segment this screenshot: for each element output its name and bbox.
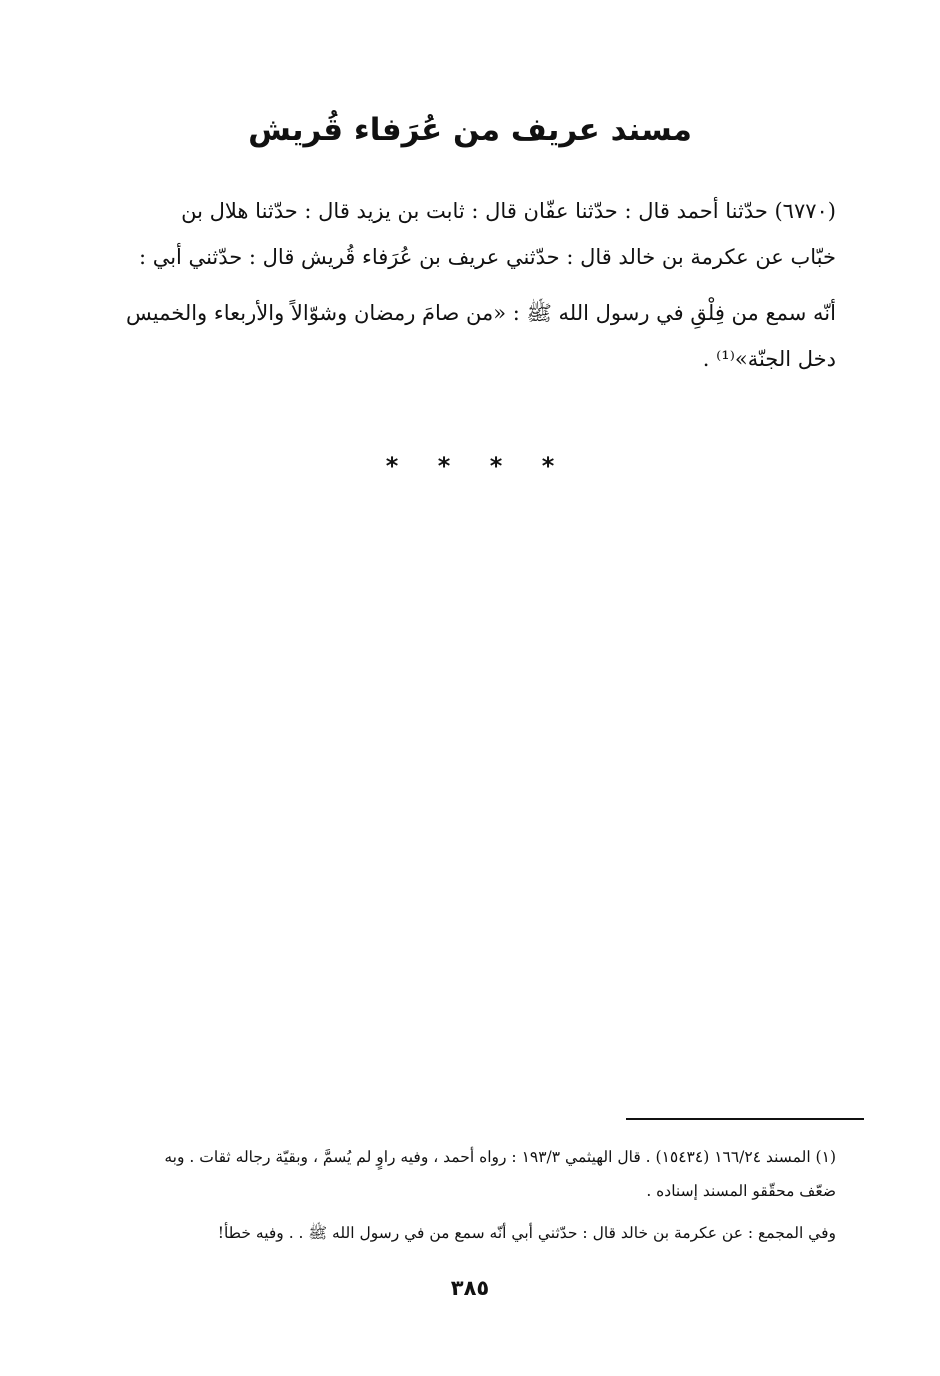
hadith-matn <box>104 290 836 382</box>
section-title: مسند عريف من عُرَفاء قُريش <box>248 112 692 148</box>
hadith-line-4: دخل الجنّة»⁽¹⁾ . <box>702 347 836 371</box>
hadith-line-1: (٦٧٧٠) حدّثنا أحمد قال : حدّثنا عفّان قال : ثابت بن يزيد قال : حدّثنا هلال بن <box>181 199 836 223</box>
footnote-2 <box>140 1216 836 1250</box>
hadith-line-2: خبّاب عن عكرمة بن خالد قال : حدّثني عريف بن عُرَفاء قُريش قال : حدّثني أبي : <box>138 245 836 269</box>
separator-star: * <box>437 452 451 480</box>
footnote-1-line-1: (١) المسند ١٦٦/٢٤ (١٥٤٣٤) . قال الهيثمي ١٩٣/٣ : رواه أحمد ، وفيه راوٍ لم يُسمَّ ، وبقيّة رجاله ثقات . وبه <box>164 1148 836 1166</box>
page-number: ٣٨٥ <box>450 1276 490 1300</box>
separator-star: * <box>385 452 399 480</box>
separator-star: * <box>541 452 555 480</box>
section-separator <box>0 452 940 480</box>
footnote-divider <box>626 1118 864 1120</box>
footnote-2-line-1: وفي المجمع : عن عكرمة بن خالد قال : حدّثني أبي أنّه سمع من في رسول الله ﷺ . . وفيه خطأ! <box>217 1224 836 1242</box>
hadith-isnad <box>104 188 836 280</box>
footnote-1-line-2: ضعّف محقّقو المسند إسناده . <box>646 1182 836 1200</box>
separator-star: * <box>489 452 503 480</box>
hadith-line-3: أنّه سمع من فِلْقِ في رسول الله ﷺ : «من صامَ رمضان وشوّالاً والأربعاء والخميس <box>126 301 836 325</box>
footnote-1 <box>140 1140 836 1208</box>
